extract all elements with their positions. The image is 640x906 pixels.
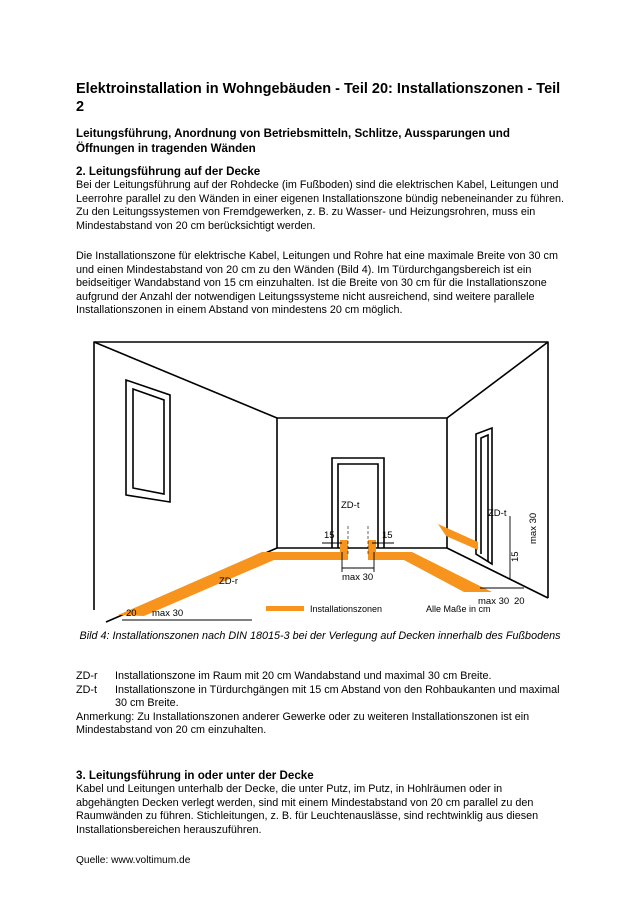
dim-15-right: 15: [382, 530, 393, 541]
dim-20-right: 20: [514, 596, 525, 607]
outer-frame: [94, 342, 548, 610]
dim-max30-front: max 30: [152, 608, 184, 619]
section-2-part-b: [76, 250, 564, 318]
door-right: [476, 428, 492, 564]
dim-20-front: 20: [126, 608, 137, 619]
back-wall: [277, 418, 447, 548]
section-3-heading: 3. Leitungsführung in oder unter der Decke: [76, 769, 314, 782]
definition-text: Installationszone im Raum mit 20 cm Wandabstand und maximal 30 cm Breite.: [115, 670, 492, 682]
dim-max30-vertical: max 30: [528, 512, 539, 544]
edge-top-left: [94, 342, 277, 418]
source-line: Quelle: www.voltimum.de: [76, 855, 191, 866]
dim-max30-right: max 30: [478, 596, 510, 607]
document-subtitle: Leitungsführung, Anordnung von Betriebsmitteln, Schlitze, Aussparungen und Öffnungen in tragenden Wänden: [76, 127, 510, 155]
section-3-paragraph: Kabel und Leitungen unterhalb der Decke, die unter Putz, im Putz, in Hohlräumen oder in abgehängten Decken verlegt werden, sind mit einem Mindestabstand von 20 cm parallel zu den Raumwänden zu führen. Stichleitungen, z. B. für Leuchtenauslässe, sind rechtwinklig aus diesen Installationsbereichen herauszuführen.: [76, 783, 539, 836]
definition-zd-t: [76, 684, 564, 711]
units-note: Alle Maße in cm: [426, 604, 491, 614]
installation-zones-figure: [92, 340, 552, 630]
definition-text: Installationszone in Türdurchgängen mit 15 cm Abstand von den Rohbaukanten und maximal 30 cm Breite.: [115, 683, 560, 710]
section-2-paragraph-1: Bei der Leitungsführung auf der Rohdecke (im Fußboden) sind die elektrischen Kabel, Leitungen und Leerrohre parallel zu den Wänden in einer eigenen Installationszone bündig nebeneinander zu führen. Zu den Leitungssystemen von Fremdgewerken, z. B. zu Wasser- und Heizungsrohren, muss ein Mindestabstand von 20 cm berücksichtigt werden.: [76, 179, 565, 232]
label-zd-t-side: ZD-t: [488, 508, 507, 519]
definitions-list: [76, 670, 564, 738]
dim-15-vertical: 15: [510, 551, 521, 562]
section-2: [76, 164, 564, 233]
window-left: [126, 380, 170, 502]
definition-zd-r: [76, 670, 564, 684]
section-2-paragraph-2: Die Installationszone für elektrische Kabel, Leitungen und Rohre hat eine maximale Breite von 30 cm und einen Mindestabstand von 20 cm zu den Wänden (Bild 4). Im Türdurchgangsbereich ist ein beidseitiger Wandabstand von 15 cm einzuhalten. Ist die Breite von 30 cm für die Installationszone aufgrund der Anzahl der notwendigen Leitungssysteme nicht ausreichend, sind weitere parallele Installationszonen in einem Abstand von mindestens 20 cm möglich.: [76, 250, 558, 317]
installation-zones: [118, 524, 492, 616]
document-title: Elektroinstallation in Wohngebäuden - Teil 20: Installationszonen - Teil 2: [76, 81, 561, 115]
section-3: [76, 768, 564, 837]
room-perspective-drawing: [92, 340, 552, 630]
definition-abbr: ZD-t: [76, 683, 97, 696]
label-zd-r: ZD-r: [219, 576, 238, 587]
legend-label: Installationszonen: [310, 604, 383, 614]
section-2-heading: 2. Leitungsführung auf der Decke: [76, 165, 261, 178]
dim-max30-door: max 30: [342, 572, 374, 583]
edge-top-right: [447, 342, 548, 418]
definition-abbr: ZD-r: [76, 670, 98, 682]
note-paragraph: Anmerkung: Zu Installationszonen anderer Gewerke oder zu weiteren Installationszonen ist ein Mindestabstand von 20 cm einzuhalten.: [76, 710, 530, 737]
figure-caption: Bild 4: Installationszonen nach DIN 18015-3 bei der Verlegung auf Decken innerhalb des Fußbodens: [79, 630, 561, 642]
dim-15-left: 15: [324, 530, 335, 541]
legend-swatch: [266, 606, 304, 611]
label-zd-t-door: ZD-t: [341, 500, 360, 511]
